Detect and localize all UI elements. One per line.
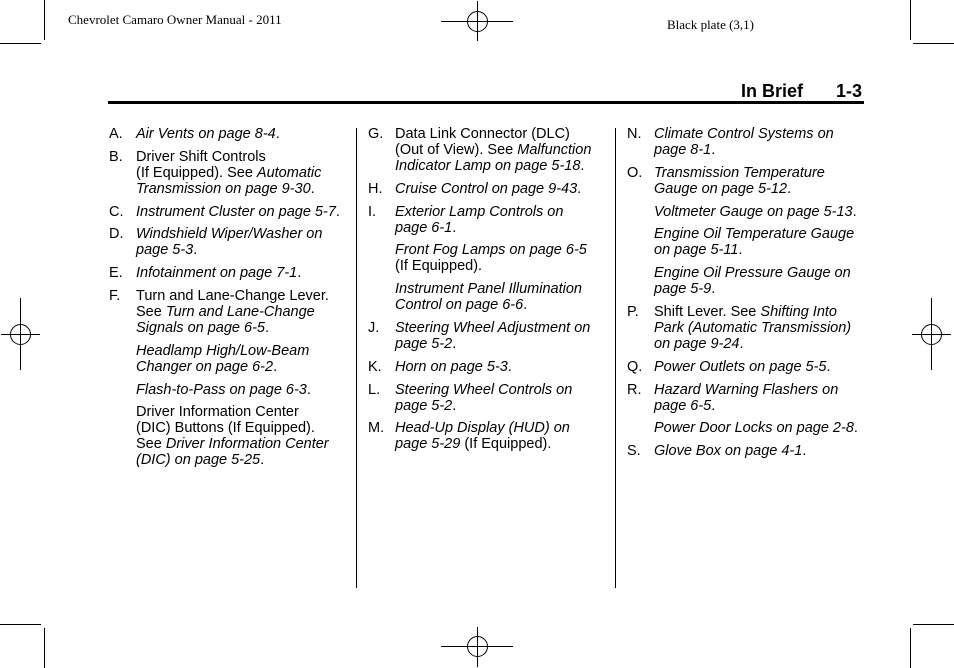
cross-reference: Head-Up Display (HUD) on: [395, 420, 570, 437]
callout-line: [654, 420, 858, 436]
cross-reference: page 8-1: [654, 142, 712, 158]
cross-reference: Instrument Panel Illumination: [395, 281, 582, 298]
callout-q: [627, 359, 858, 375]
callout-line: [136, 226, 340, 242]
callout-d: [109, 226, 340, 258]
callout-letter: L.: [368, 381, 381, 398]
callout-line: [395, 126, 591, 142]
plate-label: Black plate (3,1): [667, 17, 754, 32]
callout-line: [136, 242, 340, 258]
callout-line: [136, 126, 340, 142]
callout-text: .: [711, 142, 716, 158]
callout-text: .: [580, 158, 585, 174]
callout-line: [654, 398, 858, 414]
callout-text: .: [452, 219, 457, 236]
callout-letter: B.: [109, 148, 123, 165]
callout-line: [136, 404, 340, 420]
callout-letter: Q.: [627, 358, 643, 375]
callout-letter: C.: [109, 203, 124, 220]
callout-b: [109, 149, 340, 197]
callout-subentry: [627, 226, 858, 258]
crop-mark-bottom-left: [0, 625, 45, 668]
callout-line: [654, 443, 858, 459]
registration-mark-top: [441, 1, 513, 41]
callout-line: [654, 165, 858, 181]
cross-reference: Climate Control Systems on: [654, 126, 834, 142]
cross-reference: Exterior Lamp Controls on: [395, 203, 564, 220]
section-title: In Brief: [740, 81, 803, 101]
callout-line: [136, 359, 340, 375]
callout-line: [654, 336, 858, 352]
callout-line: [654, 281, 858, 297]
callout-line: [395, 420, 591, 436]
callout-text: .: [335, 203, 340, 220]
callout-text: See: [136, 436, 166, 453]
cross-reference: Control on page 6-6: [395, 297, 524, 314]
cross-reference: Voltmeter Gauge on page 5-13: [654, 203, 853, 220]
cross-reference: Transmission on page 9-30: [136, 180, 311, 197]
callout-line: [395, 320, 591, 336]
callout-letter: H.: [368, 180, 383, 197]
crop-mark-bottom-right: [911, 625, 954, 668]
callout-letter: F.: [109, 287, 121, 304]
callout-h: [368, 181, 591, 197]
cross-reference: page 6-5: [654, 397, 712, 414]
callout-text: .: [306, 381, 311, 398]
callout-line: [395, 398, 591, 414]
callout-letter: I.: [368, 203, 377, 220]
cross-reference: Power Outlets on page 5-5: [654, 358, 827, 375]
callout-text: Turn and Lane-Change Lever.: [136, 287, 329, 304]
callout-text: .: [853, 420, 858, 437]
callout-letter: E.: [109, 265, 123, 282]
callout-letter: G.: [368, 126, 384, 142]
callout-text: .: [738, 242, 743, 259]
callout-text: .: [523, 297, 528, 314]
callout-line: [395, 142, 591, 158]
callout-text: (If Equipped).: [395, 258, 483, 275]
callout-line: [654, 142, 858, 158]
callout-p: [627, 304, 858, 352]
callout-line: [136, 265, 340, 281]
callout-text: Data Link Connector (DLC): [395, 126, 570, 142]
cross-reference: Instrument Cluster on page 5-7: [136, 203, 336, 220]
callout-line: [654, 204, 858, 220]
cross-reference: Steering Wheel Controls on: [395, 381, 573, 398]
callout-line: [654, 382, 858, 398]
callout-text: .: [275, 126, 280, 142]
cross-reference: page 5-3: [136, 242, 194, 259]
callout-text: .: [577, 180, 582, 197]
callout-line: [395, 242, 591, 258]
callout-subentry: [627, 265, 858, 297]
callout-line: [136, 204, 340, 220]
page-number: 1-3: [835, 81, 862, 101]
cross-reference: Steering Wheel Adjustment on: [395, 319, 591, 336]
callout-c: [109, 204, 340, 220]
cross-reference: Infotainment on page 7-1: [136, 265, 298, 282]
cross-reference: Indicator Lamp on page 5-18: [395, 158, 581, 174]
callout-line: [136, 452, 340, 468]
callout-a: [109, 126, 340, 142]
callout-letter: P.: [627, 303, 639, 320]
callout-text: See: [136, 303, 166, 320]
cross-reference: Air Vents on page 8-4: [136, 126, 276, 142]
callout-e: [109, 265, 340, 281]
cross-reference: Hazard Warning Flashers on: [654, 381, 839, 398]
callout-line: [654, 304, 858, 320]
callout-letter: S.: [627, 443, 641, 460]
callout-line: [136, 165, 340, 181]
callout-text: Shift Lever. See: [654, 303, 761, 320]
callout-text: .: [297, 265, 302, 282]
cross-reference: on page 9-24: [654, 335, 740, 352]
cross-reference: page 6-1: [395, 219, 453, 236]
callout-letter: N.: [627, 126, 642, 142]
cross-reference: page 5-2: [395, 397, 453, 414]
cross-reference: Flash-to-Pass on page 6-3: [136, 381, 307, 398]
header-rule: [108, 101, 864, 104]
cross-reference: Shifting Into: [760, 303, 837, 320]
callout-letter: M.: [368, 420, 385, 437]
callout-text: .: [452, 335, 457, 352]
callout-m: [368, 420, 591, 452]
callout-subentry: [368, 281, 591, 313]
callout-line: [654, 226, 858, 242]
callout-line: [395, 258, 591, 274]
callout-k: [368, 359, 591, 375]
callout-subentry: [109, 382, 340, 398]
callout-line: [654, 265, 858, 281]
callout-text: .: [711, 397, 716, 414]
callout-line: [654, 359, 858, 375]
callout-text: .: [310, 180, 315, 197]
callout-line: [654, 126, 858, 142]
cross-reference: on page 5-11: [654, 242, 739, 259]
callout-column-1: [109, 126, 340, 475]
callout-line: [395, 297, 591, 313]
manual-title: Chevrolet Camaro Owner Manual - 2011: [68, 12, 282, 27]
callout-line: [136, 420, 340, 436]
callout-line: [395, 220, 591, 236]
callout-letter: D.: [109, 226, 124, 243]
callout-letter: R.: [627, 381, 642, 398]
registration-mark-bottom: [441, 627, 513, 667]
callout-g: [368, 126, 591, 174]
callout-letter: A.: [109, 126, 123, 142]
callout-line: [395, 204, 591, 220]
cross-reference: Engine Oil Temperature Gauge: [654, 226, 855, 243]
callout-column-3: [627, 126, 858, 466]
cross-reference: Transmission Temperature: [654, 164, 825, 181]
callout-text: Driver Shift Controls: [136, 148, 266, 165]
callout-line: [136, 320, 340, 336]
callout-column-2: [368, 126, 591, 459]
cross-reference: Automatic: [256, 164, 322, 181]
cross-reference: Changer on page 6-2: [136, 358, 274, 375]
callout-text: .: [273, 358, 278, 375]
cross-reference: page 5-2: [395, 335, 453, 352]
cross-reference: Horn on page 5-3: [395, 358, 508, 375]
callout-line: [654, 242, 858, 258]
callout-text: (If Equipped). See: [136, 164, 257, 181]
callout-j: [368, 320, 591, 352]
callout-line: [395, 359, 591, 375]
cross-reference: Glove Box on page 4-1: [654, 443, 803, 460]
callout-text: Driver Information Center: [136, 404, 299, 421]
cross-reference: Signals on page 6-5: [136, 319, 265, 336]
callout-text: .: [711, 281, 716, 298]
callout-line: [654, 181, 858, 197]
cross-reference: Park (Automatic Transmission): [654, 319, 852, 336]
registration-mark-right: [912, 298, 951, 370]
callout-n: [627, 126, 858, 158]
callout-text: (If Equipped).: [460, 436, 552, 453]
callout-f: [109, 288, 340, 336]
callout-line: [136, 304, 340, 320]
callout-line: [136, 288, 340, 304]
crop-mark-top-left: [0, 0, 45, 44]
cross-reference: Driver Information Center: [165, 436, 329, 453]
cross-reference: Gauge on page 5-12: [654, 180, 788, 197]
section-heading: [741, 81, 862, 101]
callout-line: [395, 281, 591, 297]
callout-line: [136, 181, 340, 197]
callout-text: .: [507, 358, 512, 375]
callout-subentry: [627, 204, 858, 220]
callout-r: [627, 382, 858, 414]
cross-reference: Power Door Locks on page 2-8: [654, 420, 854, 437]
callout-text: .: [260, 452, 265, 469]
callout-text: .: [739, 335, 744, 352]
cross-reference: (DIC) on page 5-25: [136, 452, 261, 469]
callout-text: .: [802, 443, 807, 460]
callout-text: .: [193, 242, 198, 259]
callout-text: .: [852, 203, 857, 220]
callout-line: [136, 436, 340, 452]
callout-text: .: [452, 397, 457, 414]
cross-reference: Malfunction: [517, 142, 592, 158]
callout-line: [395, 382, 591, 398]
callout-line: [395, 158, 591, 174]
callout-line: [136, 149, 340, 165]
registration-mark-left: [1, 298, 40, 370]
callout-subentry: [627, 420, 858, 436]
cross-reference: Cruise Control on page 9-43: [395, 180, 578, 197]
callout-o: [627, 165, 858, 197]
callout-i: [368, 204, 591, 236]
callout-line: [136, 343, 340, 359]
callout-letter: O.: [627, 164, 643, 181]
callout-subentry: [368, 242, 591, 274]
callout-text: (Out of View). See: [395, 142, 518, 158]
cross-reference: Front Fog Lamps on page 6-5: [395, 242, 587, 259]
cross-reference: Turn and Lane-Change: [165, 303, 315, 320]
callout-line: [395, 181, 591, 197]
callout-text: .: [826, 358, 831, 375]
crop-mark-top-right: [911, 0, 954, 44]
cross-reference: Headlamp High/Low-Beam: [136, 342, 310, 359]
callout-letter: J.: [368, 319, 380, 336]
cross-reference: Engine Oil Pressure Gauge on: [654, 265, 851, 282]
callout-l: [368, 382, 591, 414]
callout-line: [395, 336, 591, 352]
callout-line: [395, 436, 591, 452]
callout-text: (DIC) Buttons (If Equipped).: [136, 420, 315, 437]
column-divider: [615, 128, 616, 588]
cross-reference: page 5-9: [654, 281, 712, 298]
callout-text: .: [787, 180, 792, 197]
callout-s: [627, 443, 858, 459]
callout-subentry: [109, 404, 340, 468]
callout-line: [654, 320, 858, 336]
callout-line: [136, 382, 340, 398]
cross-reference: page 5-29: [395, 436, 461, 453]
callout-letter: K.: [368, 358, 382, 375]
column-divider: [356, 128, 357, 588]
callout-text: .: [265, 319, 270, 336]
callout-subentry: [109, 343, 340, 375]
cross-reference: Windshield Wiper/Washer on: [136, 226, 323, 243]
